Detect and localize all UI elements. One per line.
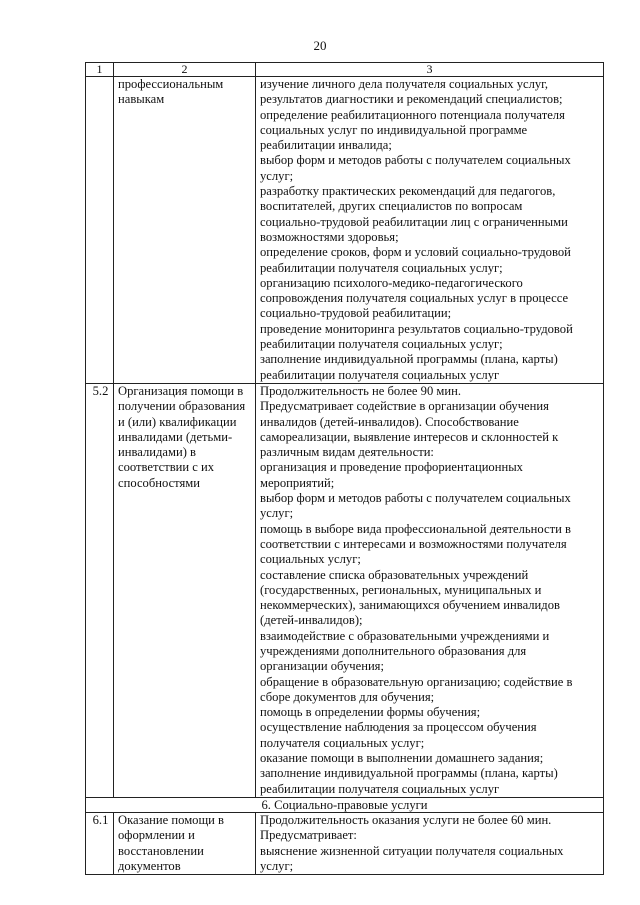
header-col-3: 3 xyxy=(256,63,604,77)
text-line: получателя социальных услуг; xyxy=(260,735,425,750)
text-line: оказание помощи в выполнении домашнего задания; xyxy=(260,751,544,766)
text-line: оформлении и xyxy=(118,828,195,843)
text-line: реабилитации получателя социальных услуг; xyxy=(260,337,503,352)
text-line: Продолжительность оказания услуги не более 60 мин. xyxy=(260,812,552,827)
section-heading: 6. Социально-правовые услуги xyxy=(86,797,604,812)
text-line: (государственных, региональных, муниципальных и xyxy=(260,582,542,597)
service-description-cell xyxy=(256,812,604,874)
text-line: сборе документов для обучения; xyxy=(260,689,435,704)
text-line: взаимодействие с образовательными учреждениями и xyxy=(260,628,550,643)
service-name-cell xyxy=(114,77,256,384)
text-line: сопровождения получателя социальных услуг в процессе xyxy=(260,291,569,306)
text-line: инвалидами) в xyxy=(118,445,196,460)
text-line: услуг; xyxy=(260,506,294,521)
row-number-cell: 5.2 xyxy=(86,383,114,797)
text-line: выбор форм и методов работы с получателем социальных xyxy=(260,491,571,506)
text-line: помощь в определении формы обучения; xyxy=(260,705,481,720)
table-row-6-1 xyxy=(86,812,604,874)
text-line: услуг; xyxy=(260,858,294,873)
text-line: проведение мониторинга результатов социально-трудовой xyxy=(260,321,573,336)
text-line: профессиональным xyxy=(118,77,224,91)
text-line: навыкам xyxy=(118,92,165,107)
text-line: осуществление наблюдения за процессом обучения xyxy=(260,720,537,735)
text-line: получении образования xyxy=(118,399,246,414)
text-line: организации обучения; xyxy=(260,659,384,674)
text-line: возможностями здоровья; xyxy=(260,229,399,244)
text-line: организацию психолого-медико-педагогического xyxy=(260,275,523,290)
text-line: обращение в образовательную организацию; содействие в xyxy=(260,674,573,689)
text-line: (детей-инвалидов); xyxy=(260,613,363,628)
row-number-cell: 6.1 xyxy=(86,812,114,874)
text-line: и (или) квалификации xyxy=(118,414,237,429)
text-line: некоммерческих), занимающихся обучением инвалидов xyxy=(260,598,560,613)
page-number: 20 xyxy=(313,38,327,53)
text-line: мероприятий; xyxy=(260,475,335,490)
header-col-2: 2 xyxy=(114,63,256,77)
text-line: самореализации, выявление интересов и склонностей к xyxy=(260,429,559,444)
text-line: определение сроков, форм и условий социально-трудовой xyxy=(260,245,571,260)
service-description-cell xyxy=(256,77,604,384)
table-header-row xyxy=(86,63,604,77)
text-line: составление списка образовательных учреждений xyxy=(260,567,529,582)
section-heading-row xyxy=(86,797,604,812)
text-line: социально-трудовой реабилитации; xyxy=(260,306,452,321)
text-line: реабилитации получателя социальных услуг xyxy=(260,367,500,382)
text-line: реабилитации получателя социальных услуг; xyxy=(260,260,503,275)
text-line: заполнение индивидуальной программы (плана, карты) xyxy=(260,352,558,367)
service-description-cell xyxy=(256,383,604,797)
table-row-5-2 xyxy=(86,383,604,797)
text-line: организация и проведение профориентационных xyxy=(260,460,523,475)
text-line: выяснение жизненной ситуации получателя социальных xyxy=(260,843,564,858)
text-line: учреждениями дополнительного образования для xyxy=(260,643,527,658)
text-line: заполнение индивидуальной программы (плана, карты) xyxy=(260,766,558,781)
text-line: инвалидами (детьми- xyxy=(118,429,233,444)
text-line: Предусматривает содействие в организации обучения xyxy=(260,399,549,414)
text-line: разработку практических рекомендаций для педагогов, xyxy=(260,184,556,199)
text-line: восстановлении xyxy=(118,843,204,858)
text-line: социальных услуг; xyxy=(260,552,361,567)
text-line: Продолжительность не более 90 мин. xyxy=(260,383,462,398)
text-line: реабилитации получателя социальных услуг xyxy=(260,781,500,796)
service-name-cell xyxy=(114,383,256,797)
text-line: услуг; xyxy=(260,168,294,183)
text-line: результатов диагностики и рекомендаций специалистов; xyxy=(260,92,563,107)
text-line: документов xyxy=(118,858,181,873)
text-line: изучение личного дела получателя социальных услуг, xyxy=(260,77,549,91)
text-line: различным видам деятельности: xyxy=(260,445,434,460)
text-line: способностями xyxy=(118,475,201,490)
text-line: реабилитации инвалида; xyxy=(260,138,392,153)
text-line: выбор форм и методов работы с получателем социальных xyxy=(260,153,571,168)
row-number-cell xyxy=(86,77,114,384)
text-line: соответствии с их xyxy=(118,460,215,475)
text-line: помощь в выборе вида профессиональной деятельности в xyxy=(260,521,571,536)
text-line: Организация помощи в xyxy=(118,383,244,398)
text-line: социальных услуг по индивидуальной программе xyxy=(260,122,528,137)
text-line: инвалидов (детей-инвалидов). Способствование xyxy=(260,414,519,429)
text-line: Оказание помощи в xyxy=(118,812,224,827)
text-line: соответствии с интересами и возможностями получателя xyxy=(260,536,567,551)
service-name-cell xyxy=(114,812,256,874)
text-line: определение реабилитационного потенциала получателя xyxy=(260,107,565,122)
services-table xyxy=(85,62,604,875)
text-line: воспитателей, других специалистов по вопросам xyxy=(260,199,523,214)
table-row-continuation xyxy=(86,77,604,384)
text-line: социально-трудовой реабилитации лиц с ограниченными xyxy=(260,214,568,229)
text-line: Предусматривает: xyxy=(260,828,357,843)
header-col-1: 1 xyxy=(86,63,114,77)
